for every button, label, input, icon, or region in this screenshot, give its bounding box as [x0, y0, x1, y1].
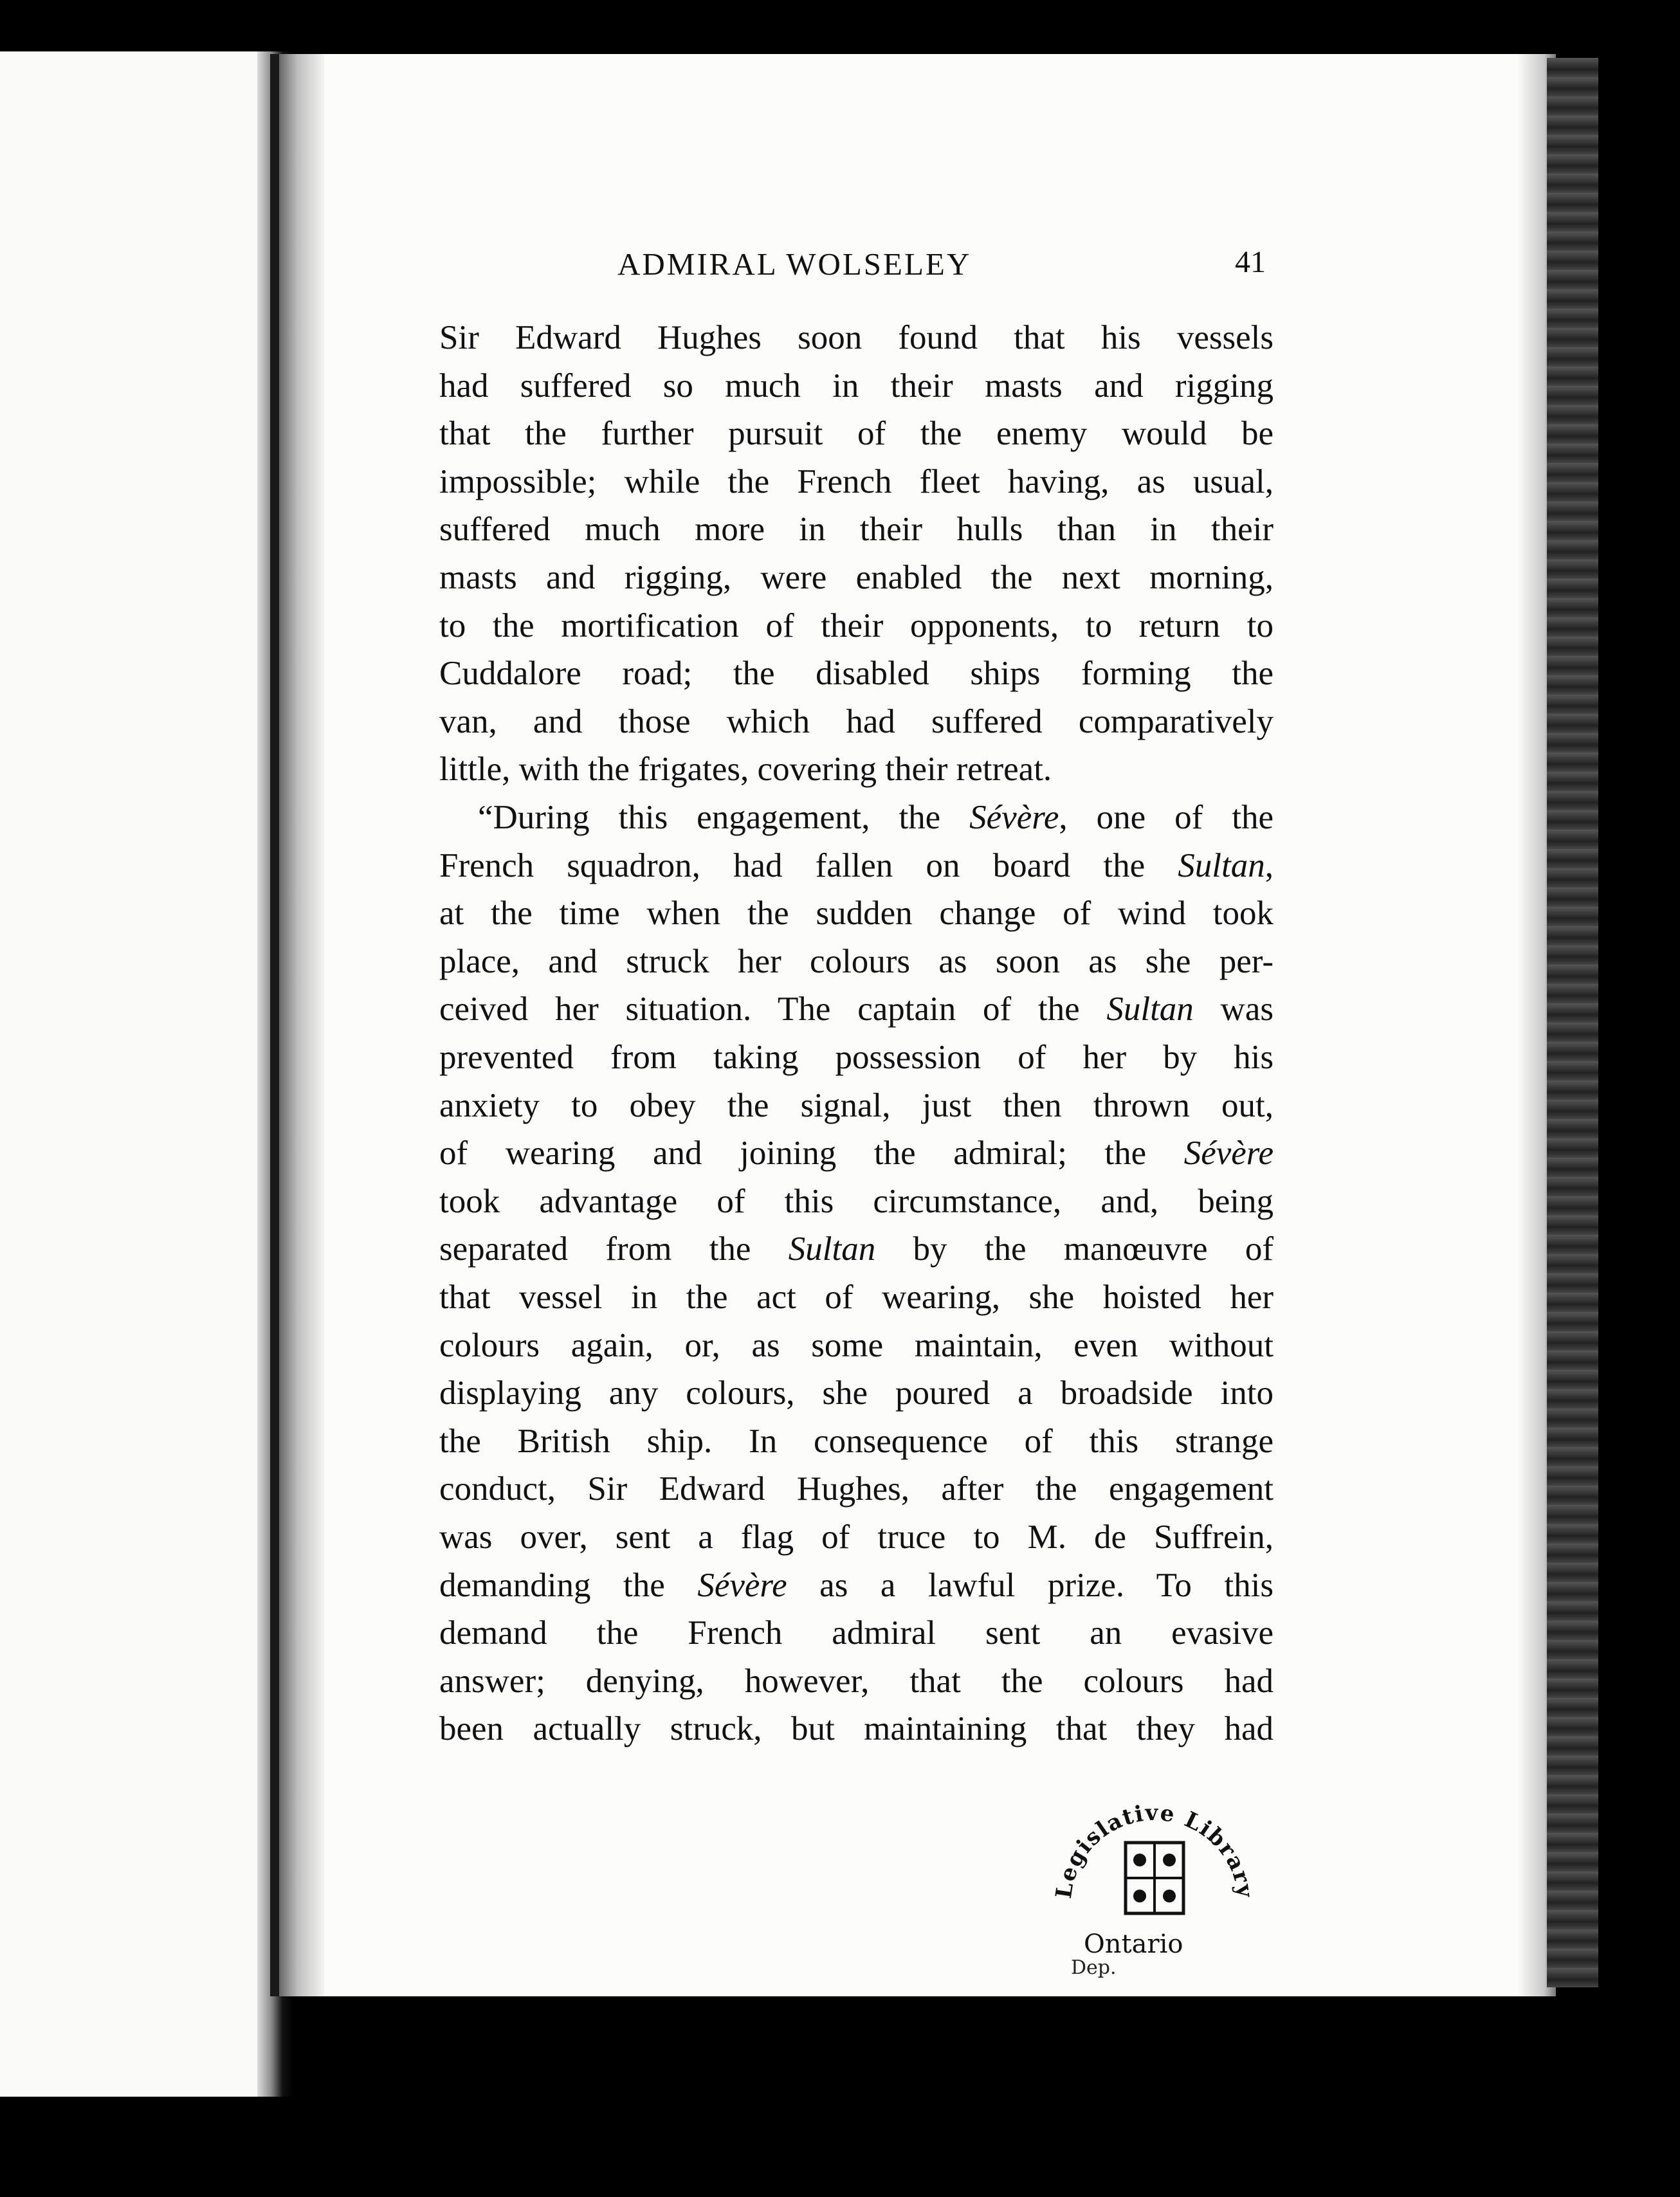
stamp-bottom-text: Ontario: [1084, 1929, 1183, 1959]
stamp-seal-icon: [1045, 1782, 1264, 1929]
body-line: anxiety to obey the signal, just then thrown out,: [439, 1086, 1274, 1124]
body-line: took advantage of this circumstance, and, being: [439, 1182, 1274, 1220]
body-line: colours again, or, as some maintain, even without: [439, 1326, 1274, 1364]
running-head: ADMIRAL WOLSELEY: [617, 246, 972, 282]
page-number: 41: [1235, 245, 1266, 279]
stamp-sub-text: Dep.: [1071, 1956, 1117, 1979]
body-line: had suffered so much in their masts and rigging: [439, 367, 1274, 405]
body-line: displaying any colours, she poured a broadside into: [439, 1374, 1274, 1412]
body-line: suffered much more in their hulls than in their: [439, 511, 1274, 549]
body-line: ceived her situation. The captain of the Sultan was: [439, 990, 1274, 1028]
library-stamp: [1045, 1782, 1264, 1979]
body-line: prevented from taking possession of her by his: [439, 1039, 1274, 1076]
body-line: the British ship. In consequence of this strange: [439, 1422, 1274, 1460]
body-line: impossible; while the French fleet having, as usual,: [439, 462, 1274, 500]
body-line: demand the French admiral sent an evasive: [439, 1614, 1274, 1652]
body-line: van, and those which had suffered comparatively: [439, 702, 1274, 740]
body-line: been actually struck, but maintaining that they had: [439, 1710, 1274, 1748]
body-line: was over, sent a flag of truce to M. de Suffrein,: [439, 1518, 1274, 1556]
svg-text:Legislative Library: Legislative Library: [1050, 1800, 1258, 1901]
body-line: of wearing and joining the admiral; the Sévère: [439, 1135, 1274, 1172]
body-line: Cuddalore road; the disabled ships forming the: [439, 655, 1274, 693]
body-line: Sir Edward Hughes soon found that his vessels: [439, 319, 1274, 356]
body-line: that vessel in the act of wearing, she hoisted her: [439, 1279, 1274, 1316]
body-line: little, with the frigates, covering their retreat.: [439, 751, 1052, 789]
body-line: that the further pursuit of the enemy would be: [439, 415, 1274, 453]
body-line: demanding the Sévère as a lawful prize. To this: [439, 1566, 1274, 1604]
body-line: answer; denying, however, that the colours had: [439, 1662, 1274, 1700]
body-line: separated from the Sultan by the manœuvre of: [439, 1230, 1274, 1268]
body-line: “During this engagement, the Sévère, one of the: [478, 799, 1274, 836]
facing-page: [0, 51, 274, 2097]
body-line: to the mortification of their opponents, to return to: [439, 606, 1274, 644]
body-line: French squadron, had fallen on board the Sultan,: [439, 846, 1274, 884]
body-line: conduct, Sir Edward Hughes, after the engagement: [439, 1470, 1274, 1508]
body-line: at the time when the sudden change of wind took: [439, 895, 1274, 933]
body-line: place, and struck her colours as soon as she per-: [439, 942, 1274, 980]
page-edge: [1547, 58, 1598, 1987]
body-line: masts and rigging, were enabled the next morning,: [439, 559, 1274, 596]
